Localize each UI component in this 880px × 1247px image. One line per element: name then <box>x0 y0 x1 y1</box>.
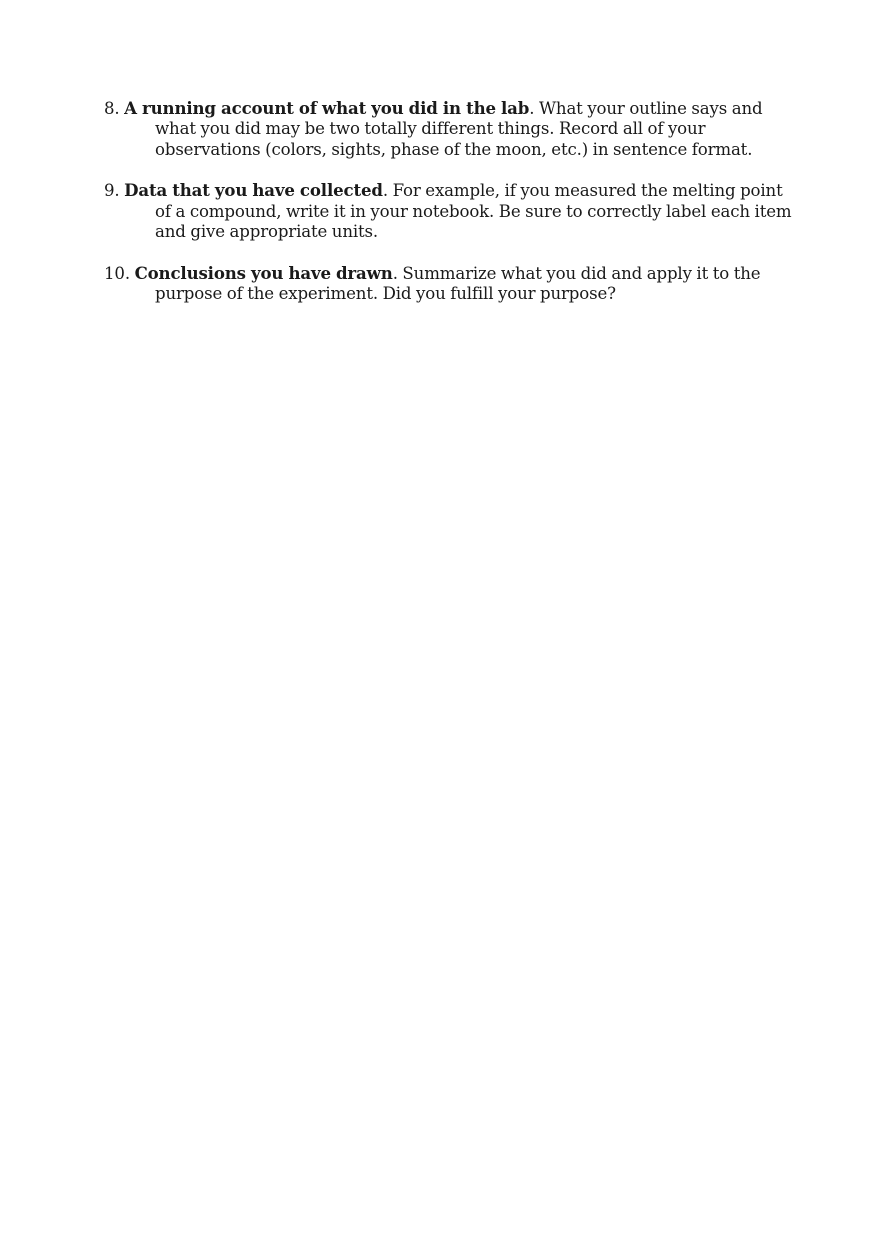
item-heading: Data that you have collected <box>124 180 383 201</box>
numbered-list <box>104 98 794 325</box>
list-item-8 <box>104 98 794 160</box>
item-body: . For example, if you measured the melting point of a compound, write it in your notebook. Be sure to correctly label each item and give appropriate units. <box>155 181 792 241</box>
item-heading: A running account of what you did in the lab <box>124 98 530 118</box>
item-number: 10. <box>104 263 130 283</box>
item-body: . What your outline says and what you did may be two totally different things. Record all of your observations (colors, sights, phase of the moon, etc.) in sentence format. <box>155 99 763 159</box>
item-number: 9. <box>104 181 120 201</box>
item-number: 8. <box>104 99 120 118</box>
item-heading: Conclusions you have drawn <box>134 262 393 283</box>
item-body: . Summarize what you did and apply it to the purpose of the experiment. Did you fulfill your purpose? <box>155 263 761 304</box>
list-item-10 <box>104 263 794 305</box>
list-item-9 <box>104 180 794 242</box>
